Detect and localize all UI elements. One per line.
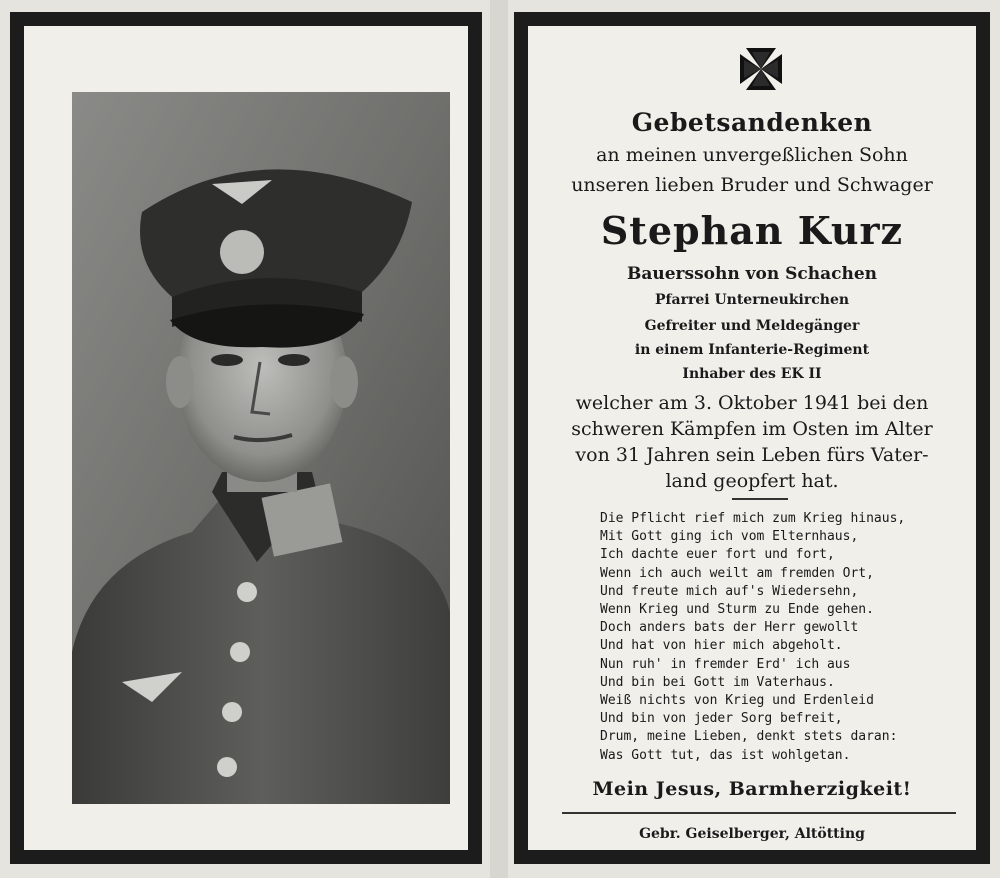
- card-fold: [490, 0, 508, 878]
- poem-line: Nun ruh' in fremder Erd' ich aus: [600, 656, 851, 672]
- divider: [562, 812, 956, 814]
- divider: [732, 498, 788, 500]
- poem-line: Und hat von hier mich abgeholt.: [600, 638, 843, 654]
- poem-line: Was Gott tut, das ist wohlgetan.: [600, 747, 851, 763]
- left-panel: [10, 12, 482, 864]
- poem-line: Drum, meine Lieben, denkt stets daran:: [600, 729, 898, 745]
- portrait-image: [72, 92, 450, 804]
- closing-prayer: Mein Jesus, Barmherzigkeit!: [592, 778, 912, 800]
- detail-line: in einem Infanterie-Regiment: [634, 342, 870, 358]
- printer-credit: Gebr. Geiselberger, Altötting: [639, 826, 865, 842]
- poem-line: Mit Gott ging ich vom Elternhaus,: [600, 529, 859, 545]
- intro-line: unseren lieben Bruder und Schwager: [571, 174, 933, 196]
- poem: [600, 510, 940, 765]
- detail-line: Bauerssohn von Schachen: [626, 264, 878, 284]
- poem-line: Und freute mich auf's Wiedersehn,: [600, 583, 859, 599]
- iron-cross-icon: [738, 46, 784, 92]
- right-panel: [514, 12, 990, 864]
- poem-line: Weiß nichts von Krieg und Erdenleid: [600, 693, 874, 709]
- poem-line: Die Pflicht rief mich zum Krieg hinaus,: [600, 511, 906, 526]
- passage-line: von 31 Jahren sein Leben fürs Vater-: [575, 444, 929, 466]
- poem-line: Wenn Krieg und Sturm zu Ende gehen.: [600, 602, 874, 618]
- passage-line: welcher am 3. Oktober 1941 bei den: [575, 392, 929, 414]
- poem-line: Doch anders bats der Herr gewollt: [600, 620, 859, 636]
- poem-line: Und bin bei Gott im Vaterhaus.: [600, 674, 835, 690]
- detail-line: Inhaber des EK II: [682, 366, 822, 382]
- deceased-name: Stephan Kurz: [600, 208, 904, 253]
- poem-line: Ich dachte euer fort und fort,: [600, 547, 835, 563]
- memorial-heading: Gebetsandenken: [631, 108, 873, 137]
- detail-line: Gefreiter und Meldegänger: [644, 318, 860, 334]
- detail-line: Pfarrei Unterneukirchen: [654, 292, 850, 308]
- passage-line: land geopfert hat.: [665, 470, 839, 492]
- memorial-text: [528, 26, 976, 850]
- intro-line: an meinen unvergeßlichen Sohn: [596, 144, 908, 166]
- poem-line: Und bin von jeder Sorg befreit,: [600, 711, 843, 727]
- soldier-photo: [72, 92, 450, 804]
- poem-line: Wenn ich auch weilt am fremden Ort,: [600, 565, 874, 581]
- passage-line: schweren Kämpfen im Osten im Alter: [571, 418, 933, 440]
